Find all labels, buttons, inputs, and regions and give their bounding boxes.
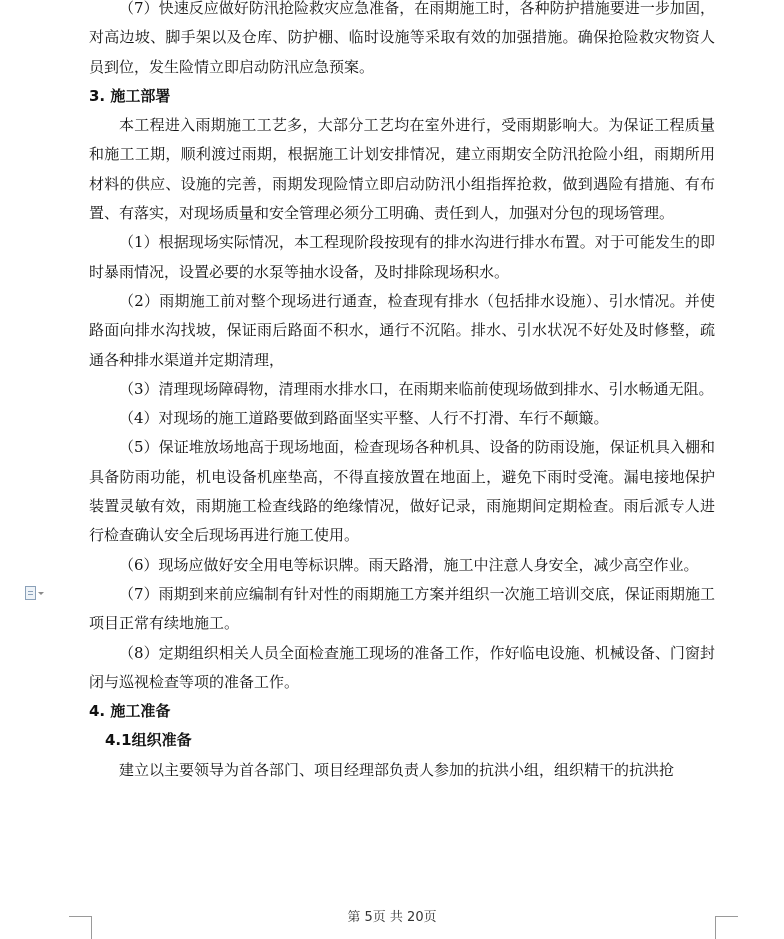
page-sheet-icon xyxy=(25,586,36,600)
heading-4-1: 4.1组织准备 xyxy=(105,731,192,750)
heading-4: 4. 施工准备 xyxy=(89,702,171,721)
document-icon[interactable] xyxy=(25,585,51,601)
paragraph-9: （7）雨期到来前应编制有针对性的雨期施工方案并组织一次施工培训交底，保证雨期施工项目正常有续地施工。 xyxy=(89,584,715,633)
paragraph-7: （5）保证堆放场地高于现场地面，检查现场各种机具、设备的防雨设施，保证机具入棚和具备防雨功能，机电设备机座垫高，不得直接放置在地面上，避免下雨时受淹。漏电接地保护装置灵敏有效，雨期施工检查线路的绝缘情况，做好记录，雨施期间定期检查。雨后派专人进行检查确认安全后现场再进行施工使用。 xyxy=(89,438,715,545)
paragraph-3: （1）根据现场实际情况，本工程现阶段按现有的排水沟进行排水布置。对于可能发生的即时暴雨情况，设置必要的水泵等抽水设备，及时排除现场积水。 xyxy=(89,233,715,281)
heading-3: 3. 施工部署 xyxy=(89,86,171,105)
paragraph-5: （3）清理现场障碍物，清理雨水排水口，在雨期来临前使现场做到排水、引水畅通无阻。 xyxy=(119,379,714,398)
paragraph-6: （4）对现场的施工道路要做到路面坚实平整、人行不打滑、车行不颠簸。 xyxy=(119,409,609,428)
paragraph-2: 本工程进入雨期施工工艺多，大部分工艺均在室外进行，受雨期影响大。为保证工程质量和施工工期，顺利渡过雨期，根据施工计划安排情况，建立雨期安全防汛抢险小组，雨期所用材料的供应、设施的完善，雨期发现险情立即启动防汛小组指挥抢救，做到遇险有措施、有布置、有落实，对现场质量和安全管理必须分工明确、责任到人，加强对分包的现场管理。 xyxy=(89,116,715,223)
paragraph-4: （2）雨期施工前对整个现场进行通查，检查现有排水（包括排水设施）、引水情况。并使路面向排水沟找坡，保证雨后路面不积水，通行不沉陷。排水、引水状况不好处及时修整，疏通各种排水渠道并定期清理， xyxy=(89,291,715,369)
document-body xyxy=(89,0,715,785)
page-footer: 第 5页 共 20页 xyxy=(347,910,437,925)
paragraph-8: （6）现场应做好安全用电等标识牌。雨天路滑，施工中注意人身安全，减少高空作业。 xyxy=(119,555,699,574)
chevron-down-icon xyxy=(38,592,44,595)
paragraph-11: 建立以主要领导为首各部门、项目经理部负责人参加的抗洪小组，组织精干的抗洪抢 xyxy=(119,760,675,779)
paragraph-1: （7）快速反应做好防汛抢险救灾应急准备，在雨期施工时，各种防护措施要进一步加固，对高边坡、脚手架以及仓库、防护棚、临时设施等采取有效的加强措施。确保抢险救灾物资人员到位，发生险情立即启动防汛应急预案。 xyxy=(89,0,715,76)
paragraph-10: （8）定期组织相关人员全面检查施工现场的准备工作，作好临电设施、机械设备、门窗封闭与巡视检查等项的准备工作。 xyxy=(89,643,715,691)
